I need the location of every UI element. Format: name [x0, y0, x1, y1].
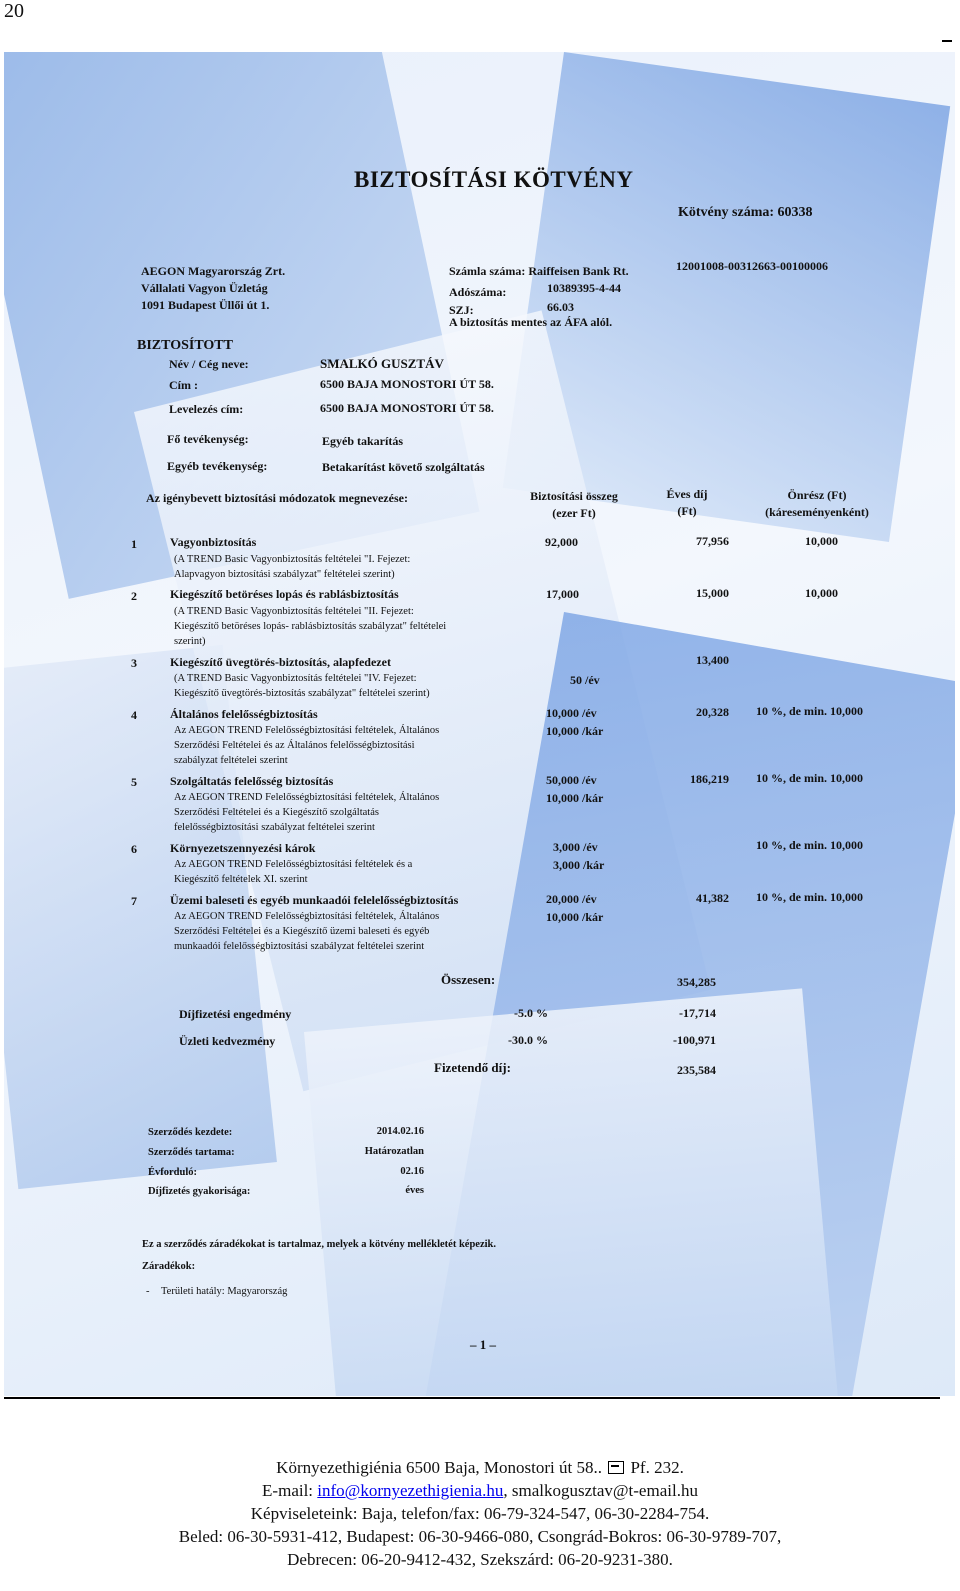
insurer-division: Vállalati Vagyon Üzletág	[141, 281, 268, 295]
item-sum-per-claim: 3,000 /kár	[553, 858, 605, 872]
item-description: szerint)	[174, 636, 206, 647]
address-value: 6500 BAJA MONOSTORI ÚT 58.	[320, 377, 494, 391]
duration-value: Határozatlan	[364, 1146, 424, 1157]
item-sum-per-claim: 10,000 /kár	[546, 910, 604, 924]
insurer-address: 1091 Budapest Üllői út 1.	[141, 298, 270, 312]
clause-item: Területi hatály: Magyarország	[161, 1286, 288, 1297]
name-label: Név / Cég neve:	[169, 357, 249, 371]
other-activity-label: Egyéb tevékenység:	[167, 459, 268, 473]
item-name: Vagyonbiztosítás	[170, 535, 257, 549]
item-name: Szolgáltatás felelősség biztosítás	[170, 774, 334, 788]
item-description: Kiegészítő üvegtörés-biztosítás szabályzat" feltételei szerint)	[174, 688, 430, 699]
payable-value: 235,584	[677, 1063, 716, 1077]
clauses-note: Ez a szerződés záradékokat is tartalmaz, melyek a kötvény mellékletét képezik.	[142, 1239, 497, 1250]
footer-address-line	[0, 1456, 960, 1479]
deductible-header: Önrész (Ft)	[787, 488, 847, 502]
szj-value: 66.03	[547, 300, 574, 314]
email-label: E-mail:	[262, 1481, 318, 1500]
payment-discount-percent: -5.0 %	[514, 1006, 548, 1020]
item-description: Szerződési Feltételei és az Általános felelősségbiztosítási	[174, 740, 415, 751]
modes-header: Az igénybevett biztosítási módozatok megnevezése:	[146, 491, 408, 505]
bank-account-number: 12001008-00312663-00100006	[676, 259, 828, 273]
item-fee: 20,328	[696, 705, 729, 719]
sum-header: Biztosítási összeg	[530, 489, 618, 503]
footer-phones-line: Beled: 06-30-5931-412, Budapest: 06-30-9466-080, Csongrád-Bokros: 06-30-9789-707,	[178, 1527, 782, 1546]
main-activity-value: Egyéb takarítás	[322, 434, 403, 448]
document-page-number: – 1 –	[470, 1337, 496, 1352]
tax-number-value: 10389395-4-44	[547, 281, 621, 295]
item-sum: 20,000 /év	[546, 892, 597, 906]
business-discount-value: -100,971	[673, 1033, 716, 1047]
item-description: Szerződési Feltételei és a Kiegészítő szolgáltatás	[174, 807, 379, 818]
item-deductible: 10 %, de min. 10,000	[756, 771, 864, 785]
footer-email-line	[0, 1479, 960, 1502]
corner-dash	[942, 40, 952, 42]
fee-header: Éves díj	[666, 487, 708, 501]
scanned-policy-document	[4, 52, 955, 1396]
mail-address-label: Levelezés cím:	[169, 402, 244, 416]
start-date-label: Szerződés kezdete:	[148, 1127, 233, 1138]
item-sum-per-claim: 10,000 /kár	[546, 724, 604, 738]
deductible-header-unit: (káreseményenként)	[765, 505, 869, 519]
item-description: Az AEGON TREND Felelősségbiztosítási feltételek, Általános	[174, 792, 440, 803]
item-description: (A TREND Basic Vagyonbiztosítás feltételei "IV. Fejezet:	[174, 673, 417, 684]
start-date-value: 2014.02.16	[376, 1126, 424, 1137]
item-fee: 186,219	[690, 772, 729, 786]
item-description: Az AEGON TREND Felelősségbiztosítási feltételek, Általános	[174, 725, 440, 736]
vat-note: A biztosítás mentes az ÁFA alól.	[449, 315, 613, 329]
other-activity-value: Betakarítást követő szolgáltatás	[322, 460, 485, 474]
item-name: Általános felelősségbiztosítás	[170, 707, 318, 721]
business-discount-label: Üzleti kedvezmény	[179, 1034, 276, 1048]
email-link[interactable]: info@kornyezethigienia.hu	[317, 1481, 504, 1500]
name-value: SMALKÓ GUSZTÁV	[320, 356, 444, 371]
item-name: Kiegészítő betöréses lopás és rablásbiztosítás	[170, 587, 399, 601]
total-label: Összesen:	[441, 972, 496, 987]
item-deductible: 10 %, de min. 10,000	[756, 838, 864, 852]
item-name: Környezetszennyezési károk	[170, 841, 316, 855]
item-sum: 92,000	[545, 535, 578, 549]
item-description: (A TREND Basic Vagyonbiztosítás feltételei "II. Fejezet:	[174, 606, 414, 617]
item-fee: 77,956	[696, 534, 729, 548]
item-sum-per-claim: 10,000 /kár	[546, 791, 604, 805]
item-number: 5	[131, 775, 137, 789]
company-address: Környezethigiénia 6500 Baja, Monostori út 58..	[276, 1458, 602, 1477]
payment-discount-label: Díjfizetési engedmény	[179, 1007, 292, 1021]
item-number: 2	[131, 589, 137, 603]
policy-number: Kötvény száma: 60338	[678, 205, 813, 220]
item-deductible: 10 %, de min. 10,000	[756, 704, 864, 718]
mailbox-icon	[608, 1461, 624, 1474]
address-label: Cím :	[169, 378, 198, 392]
payment-frequency-value: éves	[405, 1185, 424, 1196]
fee-header-unit: (Ft)	[677, 504, 697, 518]
item-fee: 41,382	[696, 891, 729, 905]
payable-label: Fizetendő díj:	[434, 1060, 511, 1075]
item-sum: 17,000	[546, 587, 579, 601]
item-number: 7	[131, 894, 137, 908]
bank-account-label: Számla száma: Raiffeisen Bank Rt.	[449, 264, 629, 278]
item-sum: 10,000 /év	[546, 706, 597, 720]
item-description: Kiegészítő feltételek XI. szerint	[174, 874, 308, 885]
anniversary-value: 02.16	[400, 1166, 424, 1177]
policy-content	[4, 52, 955, 1396]
clause-bullet: -	[146, 1286, 150, 1297]
item-sum: 3,000 /év	[553, 840, 598, 854]
item-description: (A TREND Basic Vagyonbiztosítás feltételei "I. Fejezet:	[174, 554, 411, 565]
item-description: Az AEGON TREND Felelősségbiztosítási feltételek és a	[174, 859, 413, 870]
tax-number-label: Adószáma:	[449, 285, 507, 299]
po-box: Pf. 232.	[630, 1458, 684, 1477]
email-secondary: , smalkogusztav@t-email.hu	[503, 1481, 698, 1500]
sum-header-unit: (ezer Ft)	[552, 506, 596, 520]
item-deductible: 10,000	[805, 586, 838, 600]
item-description: felelősségbiztosítási szabályzat feltételei szerint	[174, 822, 375, 833]
footer-representatives-line: Képviseleteink: Baja, telefon/fax: 06-79-324-547, 06-30-2284-754.	[250, 1504, 710, 1523]
policy-title: BIZTOSÍTÁSI KÖTVÉNY	[354, 167, 634, 192]
payment-frequency-label: Díjfizetés gyakorisága:	[148, 1186, 251, 1197]
scan-bottom-rule	[4, 1397, 940, 1399]
anniversary-label: Évforduló:	[148, 1167, 198, 1178]
item-fee: 15,000	[696, 586, 729, 600]
szj-label: SZJ:	[449, 303, 474, 317]
item-description: szabályzat feltételei szerint	[174, 755, 288, 766]
item-description: Alapvagyon biztosítási szabályzat" feltételei szerint)	[174, 569, 395, 580]
payment-discount-value: -17,714	[679, 1006, 716, 1020]
main-activity-label: Fő tevékenység:	[167, 432, 249, 446]
page-number: 20	[4, 0, 24, 22]
item-name: Üzemi baleseti és egyéb munkaadói felelelősségbiztosítás	[170, 893, 459, 907]
insured-heading: BIZTOSÍTOTT	[137, 338, 233, 353]
item-deductible: 10 %, de min. 10,000	[756, 890, 864, 904]
item-description: Kiegészítő betöréses lopás- rablásbiztosítás szabályzat" feltételei	[174, 621, 447, 632]
mail-address-value: 6500 BAJA MONOSTORI ÚT 58.	[320, 401, 494, 415]
item-description: Az AEGON TREND Felelősségbiztosítási feltételek, Általános	[174, 911, 440, 922]
item-description: Szerződési Feltételei és a Kiegészítő üzemi baleseti és egyéb	[174, 926, 430, 937]
item-number: 4	[131, 708, 137, 722]
item-number: 6	[131, 842, 137, 856]
item-deductible: 10,000	[805, 534, 838, 548]
footer-phones-line-2: Debrecen: 06-20-9412-432, Szekszárd: 06-20-9231-380.	[287, 1550, 673, 1569]
insurer-name: AEGON Magyarország Zrt.	[141, 264, 286, 278]
item-sum: 50 /év	[570, 673, 600, 687]
item-number: 3	[131, 656, 137, 670]
item-sum: 50,000 /év	[546, 773, 597, 787]
duration-label: Szerződés tartama:	[148, 1147, 235, 1158]
item-description: munkaadói felelősségbiztosítási szabályzat feltételei szerint	[174, 941, 425, 952]
item-number: 1	[131, 537, 137, 551]
item-fee: 13,400	[696, 653, 729, 667]
footer	[0, 1456, 960, 1571]
business-discount-percent: -30.0 %	[508, 1033, 548, 1047]
item-name: Kiegészítő üvegtörés-biztosítás, alapfedezet	[170, 655, 391, 669]
clauses-heading: Záradékok:	[142, 1261, 196, 1272]
total-value: 354,285	[677, 975, 716, 989]
